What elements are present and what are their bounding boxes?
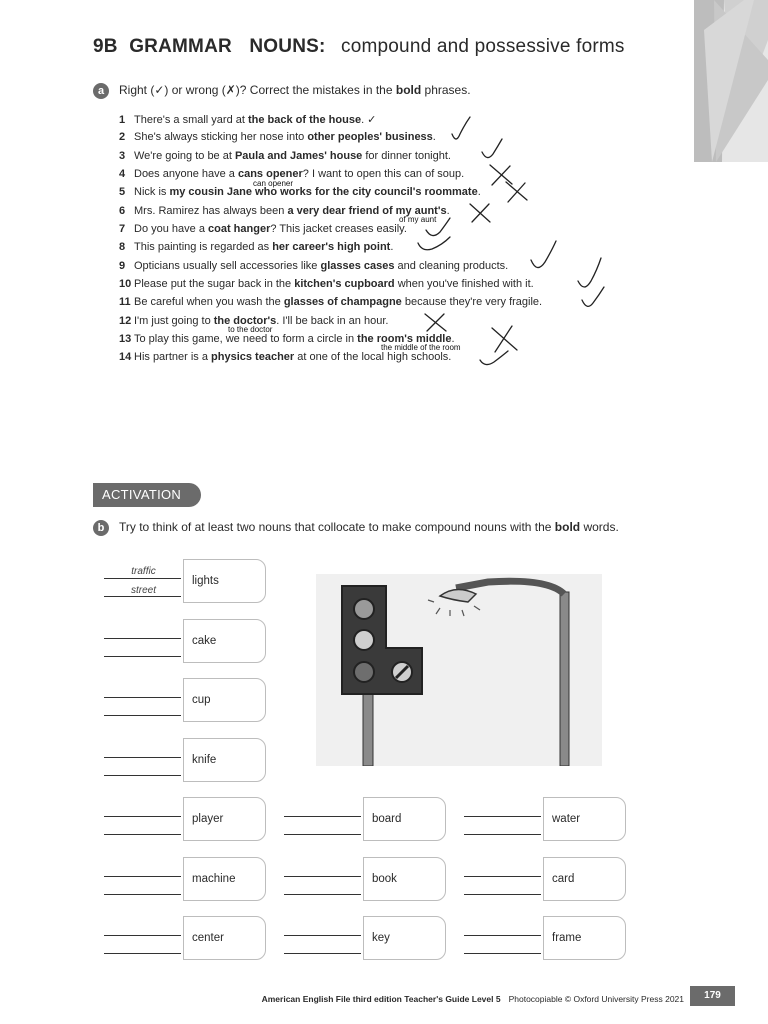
answer-line[interactable] — [104, 935, 181, 936]
tick-mark — [480, 351, 508, 365]
cross-mark — [470, 204, 490, 222]
footer: American English File third edition Teacher's Guide Level 5 Photocopiable © Oxford University Press 2021 — [261, 994, 684, 1004]
tick-mark — [452, 117, 470, 139]
item-text-end: for dinner tonight. — [362, 150, 451, 162]
item-number: 2 — [119, 131, 126, 143]
item-number: 3 — [119, 150, 126, 162]
item-number: 14 — [119, 351, 132, 363]
item-text-end: at one of the local high schools. — [294, 351, 452, 363]
item-text-end: . — [446, 205, 450, 217]
answer-line[interactable] — [104, 876, 181, 877]
cross-mark — [492, 326, 517, 352]
item-number: 10 — [119, 278, 132, 290]
compound-word-box — [543, 857, 626, 901]
exercise-a-badge: a — [93, 83, 109, 99]
item-text: Do you have a — [134, 223, 208, 235]
answer-line[interactable] — [284, 953, 361, 954]
exercise-b-badge: b — [93, 520, 109, 536]
traffic-light-illustration — [316, 574, 602, 766]
item-phrase: cans opener — [237, 168, 303, 180]
item-text-end: . — [432, 131, 436, 143]
item-phrase: coat hanger — [208, 223, 271, 235]
tick-mark — [482, 139, 502, 158]
exercise-b-instruction: Try to think of at least two nouns that collocate to make compound nouns with the bold words. — [119, 520, 619, 534]
answer-line[interactable] — [104, 715, 181, 716]
answer-line[interactable] — [464, 935, 541, 936]
answer-line[interactable] — [104, 816, 181, 817]
compound-word-box — [183, 738, 266, 782]
item-phrase: the doctor's — [213, 315, 277, 327]
compound-word-box — [543, 797, 626, 841]
compound-word-box — [183, 559, 266, 603]
answer-line[interactable] — [104, 697, 181, 698]
compound-word: lights — [192, 575, 219, 587]
answer-line[interactable] — [104, 596, 181, 597]
compound-word: machine — [192, 873, 236, 885]
item-number: 1 — [119, 114, 126, 126]
answer-line[interactable] — [104, 656, 181, 657]
handwritten-correction: of my aunt — [399, 215, 437, 224]
answer-line[interactable] — [464, 816, 541, 817]
item-phrase: the back of the house — [247, 114, 362, 126]
item-text-end: when you've finished with it. — [394, 278, 534, 290]
answer-line[interactable] — [104, 757, 181, 758]
item-text: Does anyone have a — [134, 168, 238, 180]
item-text: To play this game, we need to form a circle in — [134, 333, 358, 345]
item-phrase: other peoples' business — [307, 131, 433, 143]
item-number: 12 — [119, 315, 132, 327]
item-text: She's always sticking her nose into — [134, 131, 308, 143]
example-answer: traffic — [131, 566, 156, 577]
tick-mark — [531, 241, 556, 268]
item-number: 6 — [119, 205, 126, 217]
answer-line[interactable] — [464, 953, 541, 954]
item-phrase: kitchen's cupboard — [294, 278, 395, 290]
item-text: His partner is a — [134, 351, 212, 363]
answer-line[interactable] — [104, 953, 181, 954]
item-text-end: and cleaning products. — [394, 260, 509, 272]
compound-word: frame — [552, 932, 582, 944]
item-number: 13 — [119, 333, 132, 345]
activation-label: ACTIVATION — [93, 483, 201, 507]
compound-word: cake — [192, 635, 217, 647]
answer-line[interactable] — [464, 834, 541, 835]
item-phrase: my cousin Jane who works for the city council's roommate — [169, 186, 478, 198]
answer-line[interactable] — [104, 638, 181, 639]
handwritten-correction: can opener — [253, 179, 294, 188]
item-number: 7 — [119, 223, 126, 235]
compound-word: book — [372, 873, 397, 885]
cross-mark — [425, 314, 446, 331]
answer-line[interactable] — [284, 876, 361, 877]
item-text: Opticians usually sell accessories like — [134, 260, 321, 272]
answer-line[interactable] — [284, 816, 361, 817]
answer-line[interactable] — [464, 894, 541, 895]
compound-word-box — [183, 857, 266, 901]
item-text: This painting is regarded as — [134, 241, 273, 253]
item-text-end: . I'll be back in an hour. — [276, 315, 389, 327]
example-answer: street — [130, 585, 156, 596]
item-text-end: . ✓ — [361, 114, 377, 126]
compound-word: center — [192, 932, 224, 944]
item-number: 9 — [119, 260, 126, 272]
item-text-end: because they're very fragile. — [401, 296, 543, 308]
compound-word-box — [183, 678, 266, 722]
compound-word: player — [192, 813, 224, 825]
answer-line[interactable] — [284, 935, 361, 936]
item-phrase: the room's middle — [357, 333, 452, 345]
cross-mark — [506, 182, 527, 202]
tick-mark — [582, 287, 604, 306]
compound-word: card — [552, 873, 575, 885]
item-text: Mrs. Ramirez has always been — [134, 205, 288, 217]
compound-word: cup — [192, 694, 211, 706]
handwritten-marks — [0, 0, 768, 400]
item-number: 8 — [119, 241, 126, 253]
compound-word: board — [372, 813, 402, 825]
item-phrase: her career's high point — [272, 241, 391, 253]
item-phrase: physics teacher — [211, 351, 295, 363]
compound-word-box — [183, 619, 266, 663]
cross-mark — [490, 165, 512, 185]
exercise-a-instruction: Right (✓) or wrong (✗)? Correct the mistakes in the bold phrases. — [119, 83, 471, 97]
answer-line[interactable] — [104, 578, 181, 579]
item-text-end: . — [477, 186, 481, 198]
answer-line[interactable] — [464, 876, 541, 877]
compound-word-box — [363, 857, 446, 901]
item-phrase: glasses of champagne — [283, 296, 402, 308]
tick-mark — [418, 237, 450, 250]
item-text: Be careful when you wash the — [134, 296, 284, 308]
answer-line[interactable] — [104, 834, 181, 835]
item-text: We're going to be at — [134, 150, 235, 162]
answer-line[interactable] — [284, 834, 361, 835]
page-number: 179 — [690, 986, 735, 1006]
answer-line[interactable] — [104, 775, 181, 776]
tick-mark — [578, 258, 601, 287]
item-text: I'm just going to — [134, 315, 214, 327]
tick-mark — [426, 218, 450, 236]
item-phrase: glasses cases — [320, 260, 395, 272]
item-text-end: . — [390, 241, 394, 253]
handwritten-correction: the middle of the room — [381, 343, 461, 352]
answer-line[interactable] — [284, 894, 361, 895]
answer-line[interactable] — [104, 894, 181, 895]
item-number: 11 — [119, 296, 131, 308]
item-text-end: ? This jacket creases easily. — [270, 223, 407, 235]
compound-word: key — [372, 932, 390, 944]
compound-word-box — [183, 797, 266, 841]
compound-word: water — [552, 813, 581, 825]
compound-word: knife — [192, 754, 217, 766]
item-text: Please put the sugar back in the — [134, 278, 295, 290]
item-text-end: ? I want to open this can of soup. — [302, 168, 465, 180]
compound-word-box — [363, 797, 446, 841]
page-title: 9B GRAMMAR NOUNS: compound and possessive forms — [93, 36, 625, 57]
item-text-end: . — [451, 333, 455, 345]
item-phrase: Paula and James' house — [234, 150, 363, 162]
compound-word-box — [183, 916, 266, 960]
compound-word-box — [363, 916, 446, 960]
item-text: There's a small yard at — [134, 114, 248, 126]
item-number: 4 — [119, 168, 126, 180]
item-number: 5 — [119, 186, 126, 198]
handwritten-correction: to the doctor — [228, 325, 273, 334]
compound-word-box — [543, 916, 626, 960]
item-text: Nick is — [134, 186, 170, 198]
item-phrase: a very dear friend of my aunt's — [287, 205, 447, 217]
